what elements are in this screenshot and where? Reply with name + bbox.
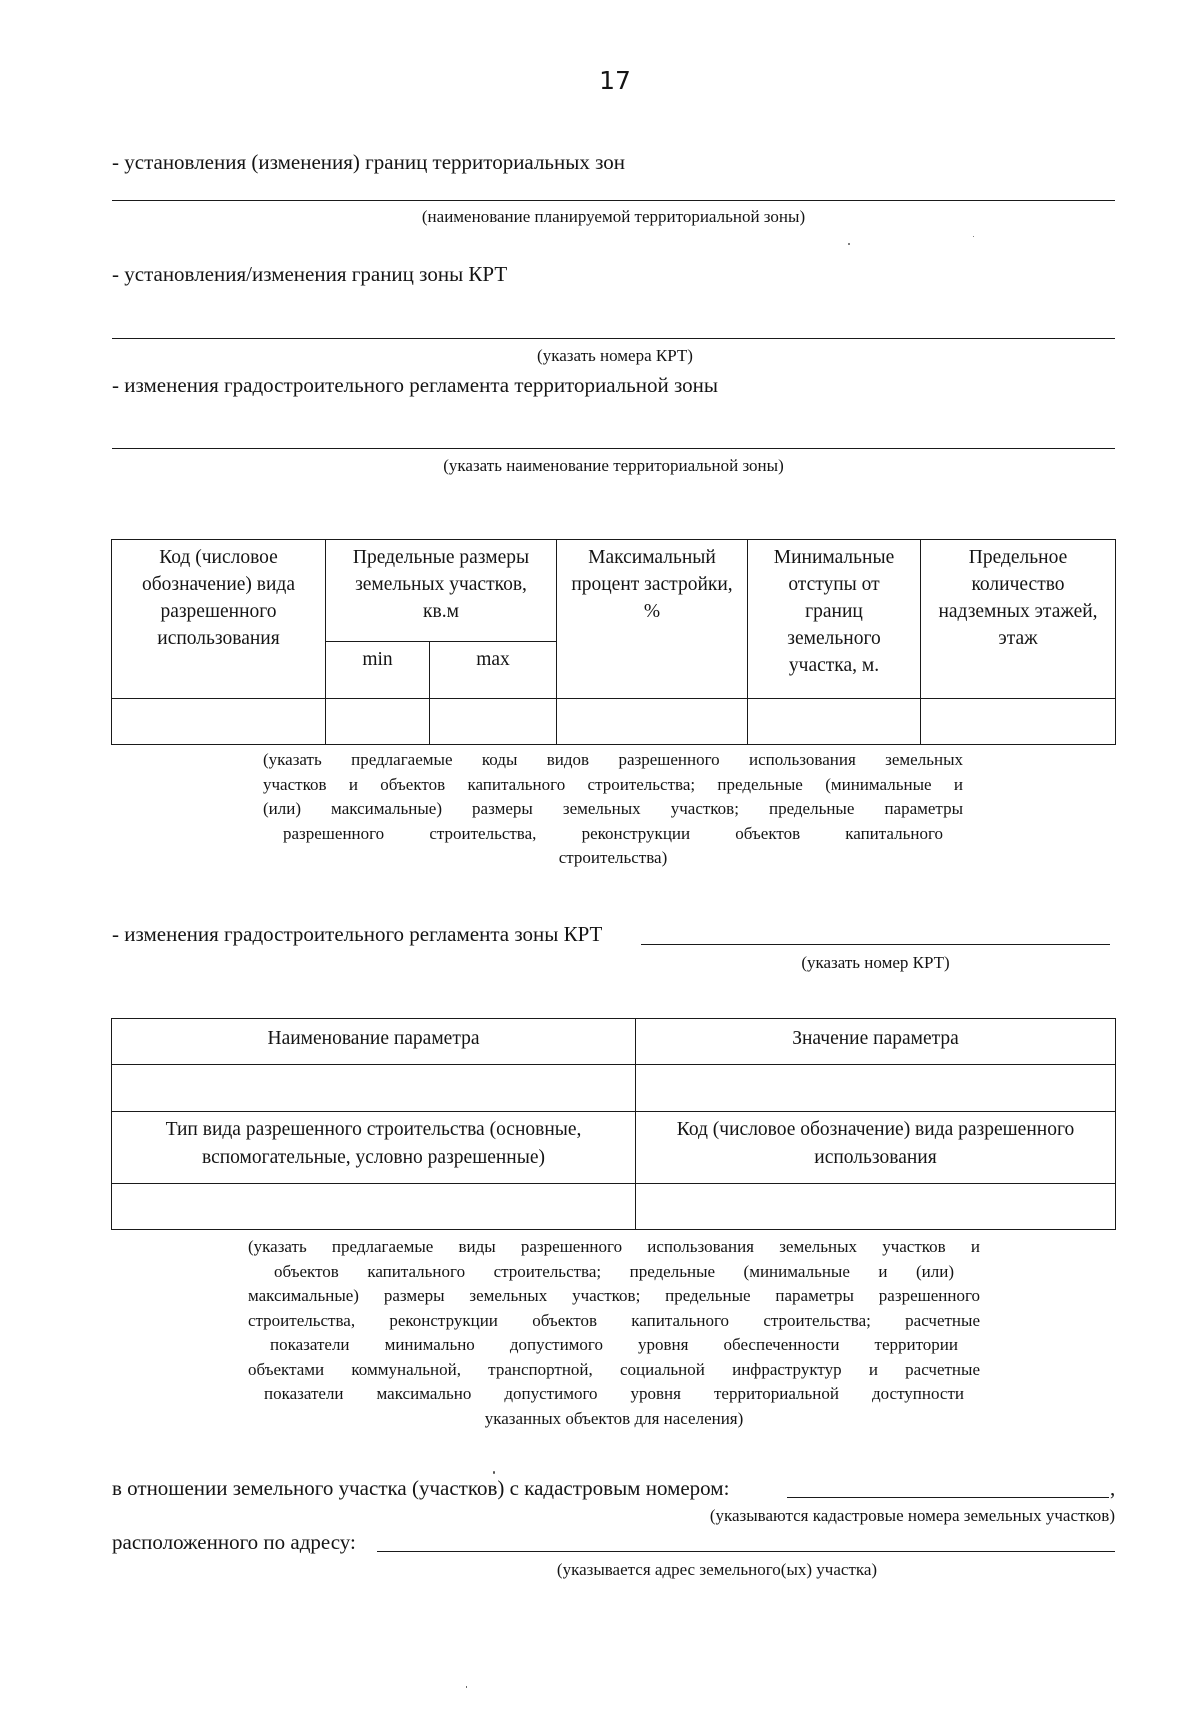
section-krt-regulation-text: - изменения градостроительного регламента зоны КРТ [112,922,603,946]
cell-max-building-percent[interactable] [557,699,748,745]
row-label-construction-type: Тип вида разрешенного строительства (основные, вспомогательные, условно разрешенные) [112,1112,636,1184]
header-max-floors: Предельное количество надземных этажей, этаж [921,540,1116,699]
header-parameter-value: Значение параметра [636,1019,1116,1065]
zone-name-caption: (указать наименование территориальной зоны) [443,456,784,475]
cell-min-setbacks[interactable] [748,699,921,745]
row-label-permitted-use-code: Код (числовое обозначение) вида разрешенного использования [636,1112,1116,1184]
header-min-setbacks: Минимальные отступы от границ земельного участка, м. [748,540,921,699]
krt-number-caption: (указать номер КРТ) [801,953,950,972]
territorial-zone-name-caption: (наименование планируемой территориальной зоны) [421,207,806,226]
cell-permitted-use-code[interactable] [636,1184,1116,1230]
zone-name-field[interactable] [112,448,1115,449]
krt-number-field[interactable] [641,944,1110,945]
header-max: max [430,642,557,699]
scan-speck [973,236,974,237]
cell-max-floors[interactable] [921,699,1116,745]
header-permitted-use-code: Код (числовое обозначение) вида разрешенного использования [112,540,326,699]
cadastral-number-field[interactable] [787,1497,1109,1498]
scan-speck [493,1471,495,1474]
krt-parameters-table [111,1018,1116,1230]
page-number: 17 [599,66,631,95]
cadastral-number-caption: (указываются кадастровые номера земельных участков) [709,1506,1115,1525]
cell-permitted-use-code[interactable] [112,699,326,745]
address-caption: (указывается адрес земельного(ых) участка) [556,1560,878,1579]
header-min: min [326,642,430,699]
scan-speck [848,243,850,245]
section-zone-regulation-text: - изменения градостроительного регламента территориальной зоны [112,373,719,397]
scan-speck [466,1686,467,1688]
zone-regulation-table [111,539,1116,745]
cell-construction-type[interactable] [112,1184,636,1230]
header-plot-size-limits: Предельные размеры земельных участков, кв.м [326,540,557,642]
krt-numbers-caption: (указать номера КРТ) [537,346,693,365]
krt-numbers-field[interactable] [112,338,1115,339]
cell-plot-size-max[interactable] [430,699,557,745]
address-field[interactable] [377,1551,1115,1552]
cadastral-number-text: в отношении земельного участка (участков) с кадастровым номером: [112,1476,730,1500]
cell-parameter-value[interactable] [636,1065,1116,1112]
address-text: расположенного по адресу: [112,1530,356,1554]
table1-instruction-note: (указать предлагаемые коды видов разрешенного использования земельных участков и объектов капитального строительства; предельные (минимальные и (или) максимальные) размеры земельных участков; предельные параметры разрешенного строительства, реконструкции объектов капитального строительства) [263,750,963,867]
cell-plot-size-min[interactable] [326,699,430,745]
cadastral-comma: , [1110,1476,1116,1500]
table2-instruction-note: (указать предлагаемые виды разрешенного использования земельных участков и объектов капитального строительства; предельные (минимальные и (или) максимальные) размеры земельных участков; предельные параметры разрешенного строительства, реконструкции объектов капитального строительства; расчетные показатели минимально допустимого уровня обеспеченности территории объектами коммунальной, транспортной, социальной инфраструктур и расчетные показатели максимально допустимого уровня территориальной доступности указанных объектов для населения) [248,1237,980,1428]
header-parameter-name: Наименование параметра [112,1019,636,1065]
cell-parameter-name[interactable] [112,1065,636,1112]
territorial-zone-name-field[interactable] [112,200,1115,201]
section-boundaries-text: - установления (изменения) границ территориальных зон [112,150,626,174]
header-max-building-percent: Максимальный процент застройки, % [557,540,748,699]
section-krt-boundaries-text: - установления/изменения границ зоны КРТ [112,262,508,286]
